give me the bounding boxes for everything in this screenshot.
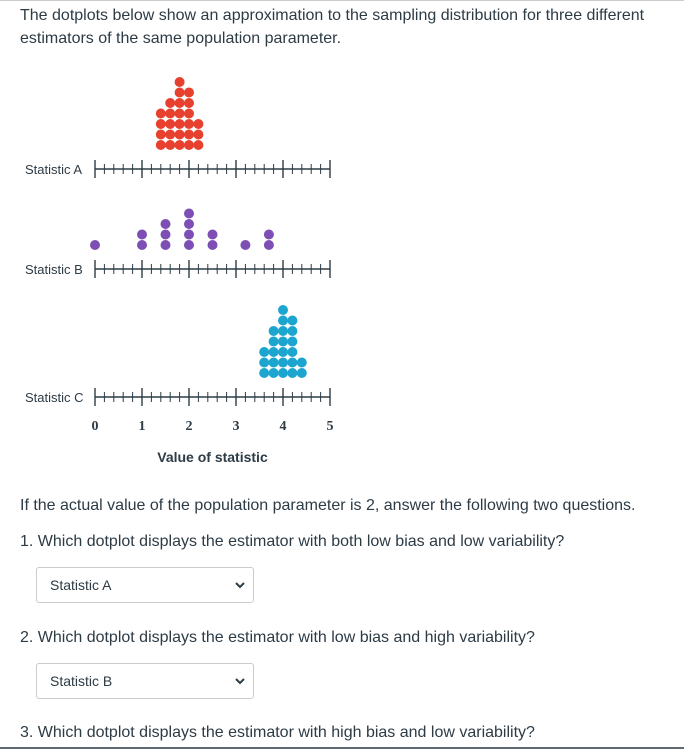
data-dot — [278, 347, 288, 357]
statistic-a-dotplot — [25, 77, 330, 178]
data-dot — [259, 368, 269, 378]
data-dot — [175, 98, 185, 108]
data-dot — [193, 140, 203, 150]
data-dot — [156, 119, 166, 129]
data-dot — [165, 140, 175, 150]
data-dot — [156, 140, 166, 150]
data-dot — [137, 230, 147, 240]
data-dot — [175, 130, 185, 140]
question-2-selected-value: Statistic B — [50, 673, 113, 689]
data-dot — [269, 337, 279, 347]
x-tick-label: 1 — [138, 419, 146, 434]
chevron-down-icon — [234, 579, 246, 591]
statistic-b-dotplot — [25, 209, 330, 279]
data-dot — [278, 316, 288, 326]
data-dot — [193, 119, 203, 129]
question-2-text: 2. Which dotplot displays the estimator with low bias and high variability? — [20, 629, 535, 646]
data-dot — [297, 358, 307, 368]
data-dot — [269, 358, 279, 368]
data-dot — [184, 230, 194, 240]
data-dot — [165, 109, 175, 119]
data-dot — [184, 109, 194, 119]
data-dot — [208, 240, 218, 250]
data-dot — [175, 109, 185, 119]
chevron-down-icon — [234, 675, 246, 687]
x-axis-title: Value of statistic — [157, 449, 268, 465]
data-dot — [165, 119, 175, 129]
data-dot — [184, 130, 194, 140]
question-1-dropdown[interactable] — [36, 567, 254, 603]
data-dot — [175, 77, 185, 87]
data-dot — [278, 337, 288, 347]
data-dot — [297, 368, 307, 378]
data-dot — [278, 326, 288, 336]
statistic-b-label: Statistic B — [25, 262, 83, 277]
data-dot — [287, 368, 297, 378]
statistic-c-label: Statistic C — [25, 390, 84, 405]
data-dot — [287, 326, 297, 336]
x-tick-label: 4 — [279, 419, 287, 434]
data-dot — [184, 240, 194, 250]
data-dot — [287, 337, 297, 347]
data-dot — [184, 209, 194, 219]
data-dot — [259, 358, 269, 368]
data-dot — [184, 88, 194, 98]
data-dot — [156, 130, 166, 140]
data-dot — [165, 98, 175, 108]
data-dot — [240, 240, 250, 250]
data-dot — [278, 305, 288, 315]
x-tick-label: 3 — [232, 419, 240, 434]
question-2-dropdown[interactable] — [36, 663, 254, 699]
data-dot — [156, 109, 166, 119]
statistic-a-label: Statistic A — [25, 162, 83, 177]
statistic-c-dotplot — [25, 305, 330, 406]
data-dot — [287, 358, 297, 368]
question-1-selected-value: Statistic A — [50, 577, 112, 593]
data-dot — [193, 130, 203, 140]
data-dot — [165, 130, 175, 140]
data-dot — [161, 240, 171, 250]
dotplot-chart — [0, 61, 684, 471]
data-dot — [264, 240, 274, 250]
x-tick-label: 0 — [91, 419, 99, 434]
data-dot — [161, 230, 171, 240]
x-tick-label: 2 — [185, 419, 193, 434]
x-tick-label: 5 — [326, 419, 334, 434]
data-dot — [175, 88, 185, 98]
data-dot — [208, 230, 218, 240]
question-1-text: 1. Which dotplot displays the estimator with both low bias and low variability? — [20, 533, 565, 550]
context-text: If the actual value of the population parameter is 2, answer the following two questions. — [20, 497, 636, 514]
data-dot — [269, 368, 279, 378]
data-dot — [259, 347, 269, 357]
data-dot — [184, 98, 194, 108]
data-dot — [184, 219, 194, 229]
data-dot — [278, 368, 288, 378]
data-dot — [264, 230, 274, 240]
data-dot — [287, 347, 297, 357]
data-dot — [287, 316, 297, 326]
data-dot — [269, 326, 279, 336]
data-dot — [175, 140, 185, 150]
data-dot — [184, 140, 194, 150]
data-dot — [90, 240, 100, 250]
data-dot — [175, 119, 185, 129]
data-dot — [137, 240, 147, 250]
data-dot — [161, 219, 171, 229]
question-3-text: 3. Which dotplot displays the estimator with high bias and low variability? — [20, 724, 535, 741]
data-dot — [184, 119, 194, 129]
data-dot — [269, 347, 279, 357]
intro-text: The dotplots below show an approximation to the sampling distribution for three different estimators of the same population parameter. — [20, 7, 645, 47]
data-dot — [278, 358, 288, 368]
